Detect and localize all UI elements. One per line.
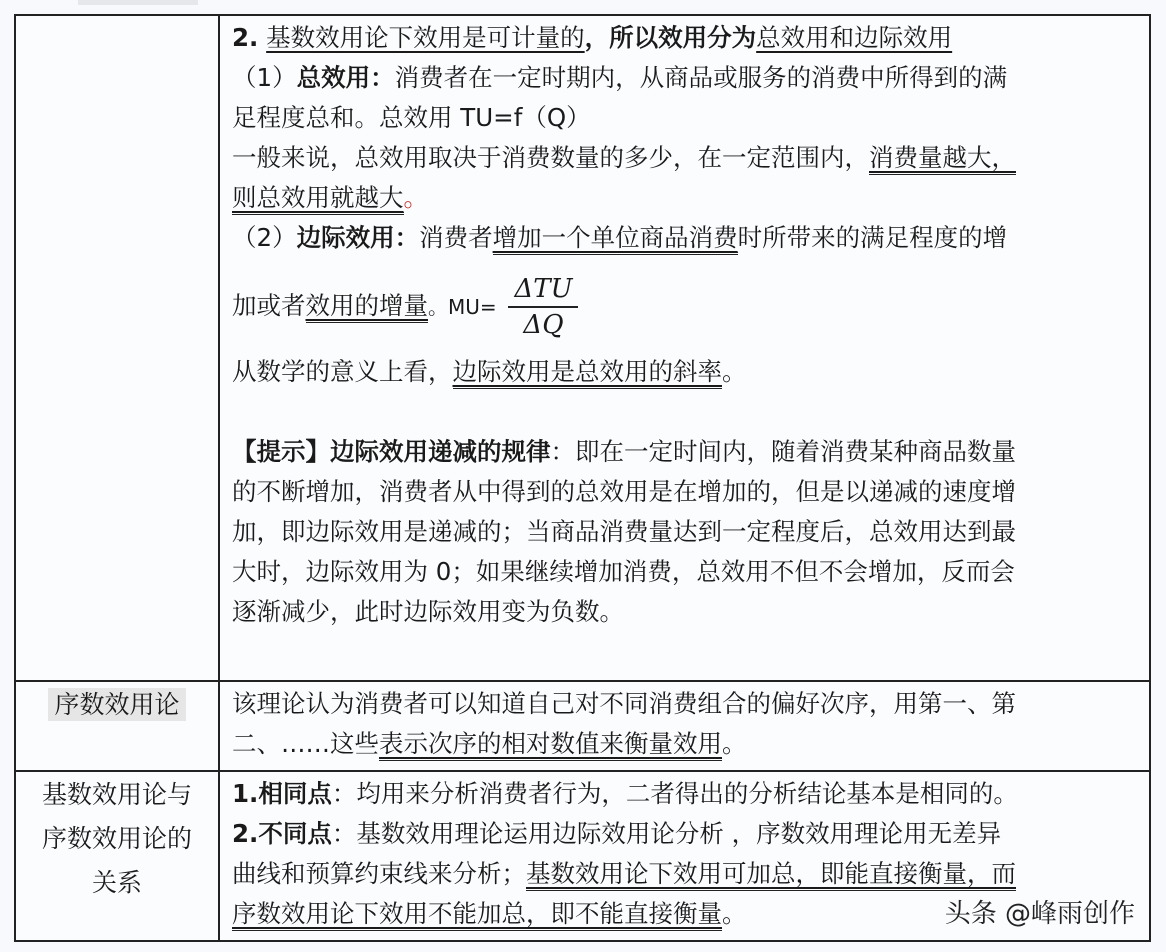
tip-line-5: 逐渐减少，此时边际效用变为负数。 (232, 597, 624, 626)
utility-theory-table (14, 14, 1151, 942)
fraction-denominator: ΔQ (523, 310, 564, 340)
ordinal-line-2 (232, 724, 1141, 764)
utility-increment-underlined: 效用的增量 (306, 291, 429, 323)
top-edge-artifact (78, 0, 198, 5)
tip-line-1 (232, 432, 1141, 472)
item-number: 2. (232, 23, 259, 52)
marginal-utility-line (232, 218, 1141, 258)
total-utility-index: （1） (232, 63, 297, 92)
table-row-relationship (15, 771, 1150, 941)
table-row-cardinal-utility (15, 15, 1150, 681)
difference-line-2 (232, 854, 1141, 894)
heading-mid-text: ，所以效用分为 (584, 23, 757, 52)
difference-label: 2.不同点 (232, 819, 332, 848)
mu-text: 消费者 (419, 223, 493, 252)
measurable-utility-text: 基数效用论下效用是可计量的 (266, 23, 585, 52)
table-row-ordinal-utility (15, 681, 1150, 771)
total-utility-note-line1 (232, 138, 1141, 178)
source-watermark: 头条 @峰雨创作 (944, 899, 1135, 929)
total-utility-line (232, 58, 1141, 98)
period: 。 (722, 357, 747, 386)
total-utility-note-line2 (232, 178, 1141, 218)
row-label-ordinal (15, 681, 219, 771)
difference-text-2: 曲线和预算约束线来分析； (232, 859, 526, 888)
mu-equals: 。MU= (428, 295, 497, 319)
slope-underlined: 边际效用是总效用的斜率 (453, 357, 723, 389)
total-utility-formula: 足程度总和。总效用 TU=f（Q） (232, 103, 591, 132)
row-label-relationship (15, 771, 219, 941)
similarity-label: 1.相同点 (232, 779, 332, 808)
tu-mu-text: 总效用和边际效用 (756, 23, 953, 52)
colon: ： (370, 63, 395, 92)
label-line-3: 关系 (91, 868, 142, 897)
ordinal-nonadditive-underlined: 序数效用论下效用不能加总，即不能直接衡量 (232, 899, 722, 931)
tip-line-2: 的不断增加，消费者从中得到的总效用是在增加的，但是以递减的速度增 (232, 477, 1016, 506)
slope-line (232, 352, 1141, 392)
cardinal-additive-underlined: 基数效用论下效用可加总，即能直接衡量，而 (526, 859, 1016, 891)
slope-text: 从数学的意义上看， (232, 357, 453, 386)
note-underlined-2: 则总效用就越大 (232, 183, 404, 215)
ordinal-underlined: 表示次序的相对数值来衡量效用 (379, 729, 722, 761)
colon: ： (394, 223, 420, 252)
period: 。 (722, 899, 747, 928)
label-line-2: 序数效用论的 (41, 824, 192, 853)
fraction-numerator: ΔTU (508, 272, 578, 308)
difference-text: ：基数效用理论运用边际效用论分析 ，序数效用理论用无差异 (331, 819, 1002, 848)
ordinal-text: 二、……这些 (232, 729, 379, 758)
period: 。 (722, 729, 747, 758)
tip-line-4: 大时，边际效用为 0；如果继续增加消费，总效用不但不会增加，反而会 (232, 557, 1015, 586)
row-label-empty (15, 15, 219, 681)
difference-line (232, 814, 1141, 854)
relationship-content (219, 771, 1150, 941)
ordinal-line-1: 该理论认为消费者可以知道自己对不同消费组合的偏好次序，用第一、第 (232, 689, 1016, 718)
mu-fraction (508, 272, 578, 342)
ordinal-utility-label: 序数效用论 (48, 688, 185, 721)
total-utility-definition: 消费者在一定时期内，从商品或服务的消费中所得到的满 (394, 63, 1008, 92)
note-underlined: 消费量越大， (869, 143, 1016, 175)
cardinal-utility-content (219, 15, 1150, 681)
similarity-text: ：均用来分析消费者行为，二者得出的分析结论基本是相同的。 (331, 779, 1018, 808)
tip-line-3: 加，即边际效用是递减的；当商品消费量达到一定程度后，总效用达到最 (232, 517, 1016, 546)
mu-underlined: 增加一个单位商品消费 (493, 223, 738, 255)
note-text: 一般来说，总效用取决于消费数量的多少，在一定范围内， (232, 143, 869, 172)
mu-formula-text: 加或者 (232, 291, 306, 320)
label-line-1: 基数效用论与 (41, 780, 192, 809)
total-utility-term: 总效用 (296, 63, 371, 92)
marginal-utility-index: （2） (232, 223, 297, 252)
mu-text-2: 时所带来的满足程度的增 (737, 223, 1008, 252)
ordinal-utility-content (219, 681, 1150, 771)
marginal-utility-term: 边际效用 (296, 223, 395, 252)
tip-text: ：即在一定时间内，随着消费某种商品数量 (550, 437, 1016, 466)
period: 。 (403, 183, 428, 212)
diminishing-mu-law: 边际效用递减的规律 (330, 437, 551, 466)
heading-line (232, 18, 1141, 58)
similarity-line (232, 774, 1141, 814)
marginal-utility-formula-line (232, 272, 1141, 342)
tip-label: 【提示】 (232, 437, 330, 466)
